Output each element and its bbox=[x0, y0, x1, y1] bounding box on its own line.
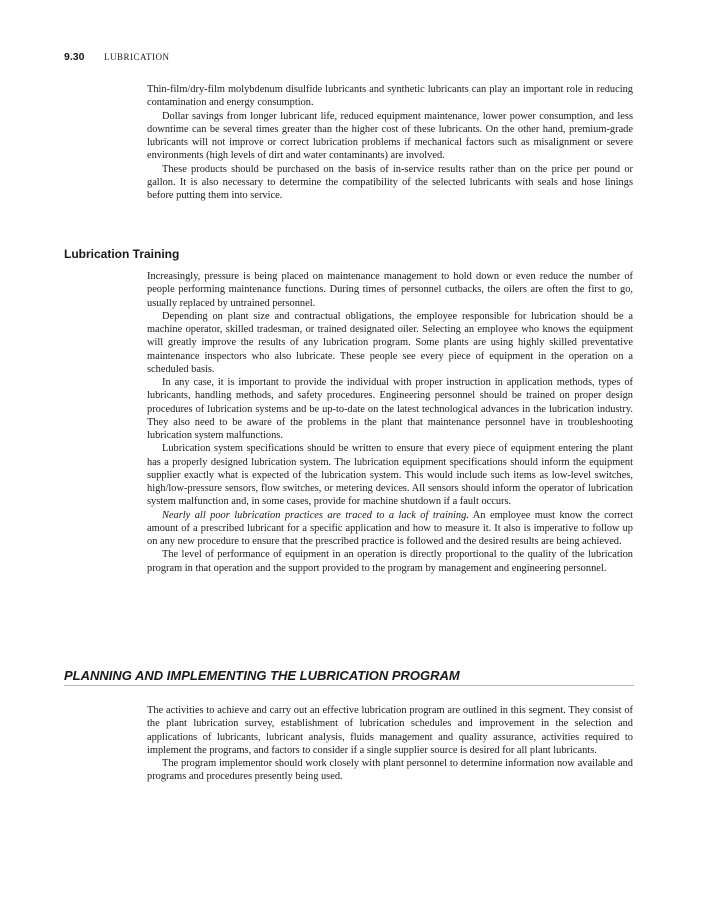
running-title: LUBRICATION bbox=[104, 52, 170, 62]
paragraph: The program implementor should work closely with plant personnel to determine information now available and programs and procedures presently being used. bbox=[147, 758, 633, 783]
intro-text bbox=[147, 83, 633, 202]
planning-text bbox=[147, 704, 633, 784]
paragraph-continuation: An employee must know the correct amount of a prescribed lubricant for a specific application and how to measure it. It also is imperative to follow up on any new procedure to ensure that the prescribed practice is followed and the desired results are being achieved. bbox=[147, 509, 633, 547]
page-number: 9.30 bbox=[64, 51, 85, 63]
running-header bbox=[64, 51, 170, 65]
training-text bbox=[147, 270, 633, 575]
paragraph: The level of performance of equipment in an operation is directly proportional to the quality of the lubrication program in that operation and the support provided to the program by management and engineering personnel. bbox=[147, 549, 633, 574]
paragraph-with-emphasis bbox=[147, 509, 633, 549]
paragraph: In any case, it is important to provide the individual with proper instruction in application methods, types of lubricants, handling methods, and safety procedures. Engineering personnel should be trained on proper design procedures of lubrication systems and be up-to-date on the latest technological advances in the lubrication industry. They also need to be aware of the problems in the plant that maintenance personnel have in troubleshooting lubrication system malfunctions. bbox=[147, 377, 633, 441]
emphasized-sentence: Nearly all poor lubrication practices are traced to a lack of training. bbox=[162, 509, 469, 521]
paragraph: These products should be purchased on the basis of in-service results rather than on the price per pound or gallon. It is also necessary to determine the compatibility of the selected lubricants with seals and hose linings before putting them into service. bbox=[147, 163, 633, 201]
paragraph: Depending on plant size and contractual obligations, the employee responsible for lubrication should be a machine operator, skilled tradesman, or trained designated oiler. Selecting an employee who knows the equipment will greatly improve the results of any lubrication program. Some plants are using highly skilled preventative maintenance inspectors who also lubricate. These people see every piece of equipment in the operation on a scheduled basis. bbox=[147, 310, 633, 375]
paragraph: Increasingly, pressure is being placed on maintenance management to hold down or even reduce the number of people performing maintenance functions. During times of personnel cutbacks, the oilers are often the first to go, usually replaced by untrained personnel. bbox=[147, 271, 633, 309]
paragraph: The activities to achieve and carry out an effective lubrication program are outlined in this segment. They consist of the plant lubrication survey, establishment of lubrication schedules and improvement in the selection and applications of lubricants, lubricant analysis, fluids management and quality assurance, activities required to implement the programs, and factors to consider if a single supplier source is desired for all plant lubricants. bbox=[147, 705, 633, 756]
paragraph: Lubrication system specifications should be written to ensure that every piece of equipment entering the plant has a properly designed lubrication system. The lubrication equipment specifications should inform the equipment supplier exactly what is expected of the lubrication system. This would include such items as low-level switches, high/low-pressure sensors, flow switches, or metering devices. All sensors should inform the operator of lubrication system malfunction and, in some cases, provide for machine shutdown if a fault occurs. bbox=[147, 443, 633, 508]
paragraph: Thin-film/dry-film molybdenum disulfide lubricants and synthetic lubricants can play an important role in reducing contamination and energy consumption. bbox=[147, 84, 633, 109]
major-heading-planning: PLANNING AND IMPLEMENTING THE LUBRICATION PROGRAM bbox=[64, 668, 634, 686]
paragraph: Dollar savings from longer lubricant life, reduced equipment maintenance, lower power consumption, and less downtime can be several times greater than the higher cost of these lubricants. On the other hand, premium-grade lubricants will not improve or correct lubrication problems if mechanical factors such as misalignment or severe environments (high levels of dirt and water contaminants) are involved. bbox=[147, 110, 633, 162]
section-heading-lubrication-training: Lubrication Training bbox=[64, 247, 180, 261]
